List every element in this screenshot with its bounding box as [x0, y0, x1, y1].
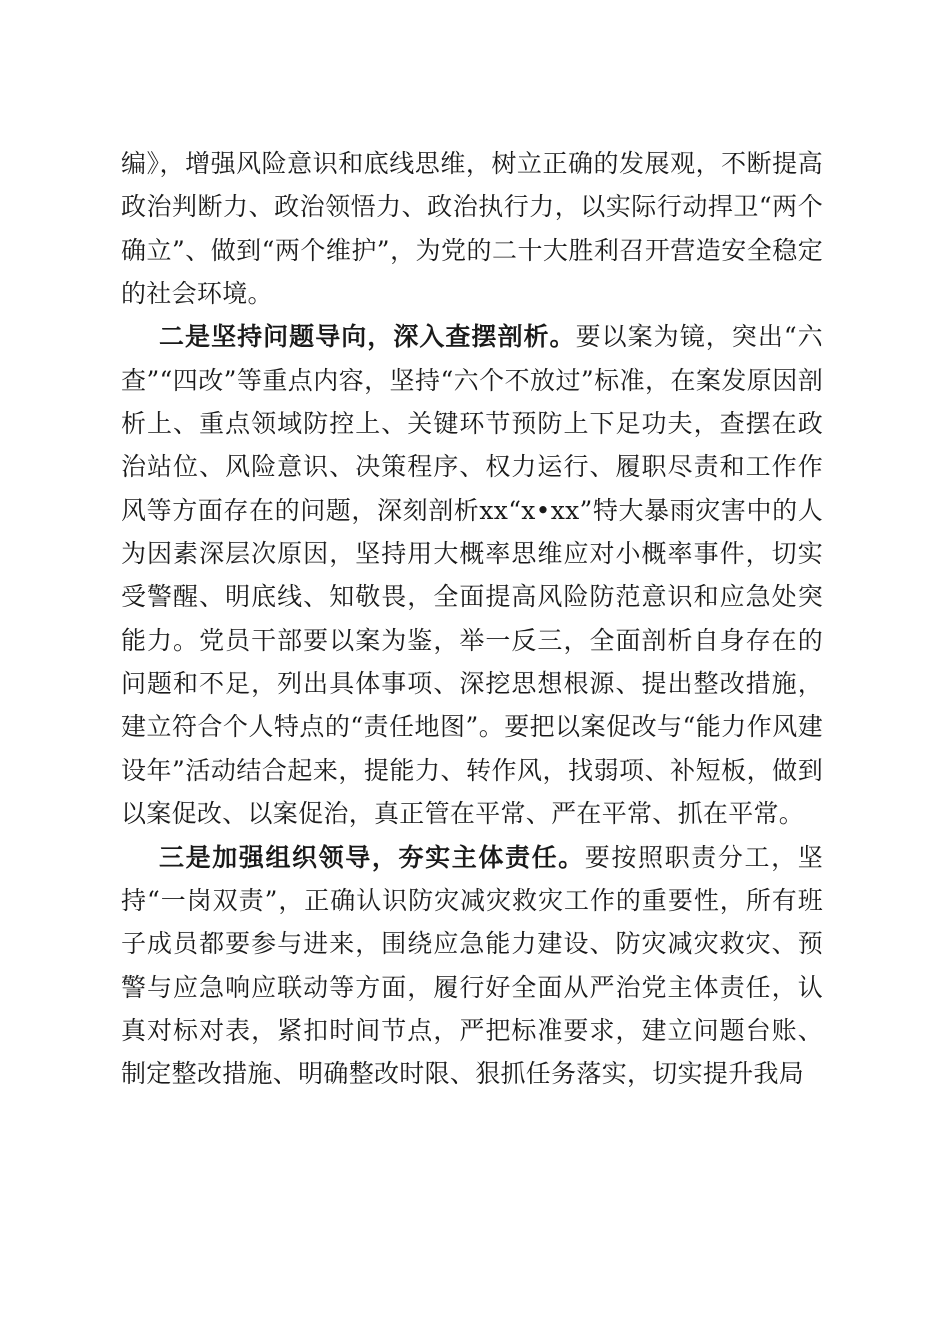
paragraph-text: 要以案为镜，突出“六查”“四改”等重点内容，坚持“六个不放过”标准，在案发原因剖析上、重点领域防控上、关键环节预防上下足功夫，查摆在政治站位、风险意识、决策程序、权力运行、履职尽责和工作作风等方面存在的问题，深刻剖析xx“x•xx”特大暴雨灾害中的人为因素深层次原因，坚持用大概率思维应对小概率事件，切实受警醒、明底线、知敬畏，全面提高风险防范意识和应急处突能力。党员干部要以案为鉴，举一反三，全面剖析自身存在的问题和不足，列出具体事项、深挖思想根源、提出整改措施，建立符合个人特点的“责任地图”。要把以案促改与“能力作风建设年”活动结合起来，提能力、转作风，找弱项、补短板，做到以案促改、以案促治，真正管在平常、严在平常、抓在平常。 [121, 322, 823, 829]
document-body [121, 142, 823, 1096]
paragraph-text: 要按照职责分工，坚持“一岗双责”，正确认识防灾减灾救灾工作的重要性，所有班子成员都要参与进来，围绕应急能力建设、防灾减灾救灾、预警与应急响应联动等方面，履行好全面从严治党主体责任，认真对标对表，紧扣时间节点，严把标准要求，建立问题台账、制定整改措施、明确整改时限、狠抓任务落实，切实提升我局 [121, 842, 823, 1089]
paragraph-organization-leadership [121, 836, 823, 1096]
paragraph-continuation [121, 142, 823, 315]
paragraph-text: 编》，增强风险意识和底线思维，树立正确的发展观，不断提高政治判断力、政治领悟力、政治执行力，以实际行动捍卫“两个确立”、做到“两个维护”，为党的二十大胜利召开营造安全稳定的社会环境。 [121, 149, 823, 309]
paragraph-lead-heading: 三是加强组织领导，夯实主体责任。 [159, 842, 585, 872]
paragraph-problem-orientation [121, 315, 823, 835]
paragraph-lead-heading: 二是坚持问题导向，深入查摆剖析。 [159, 322, 576, 352]
